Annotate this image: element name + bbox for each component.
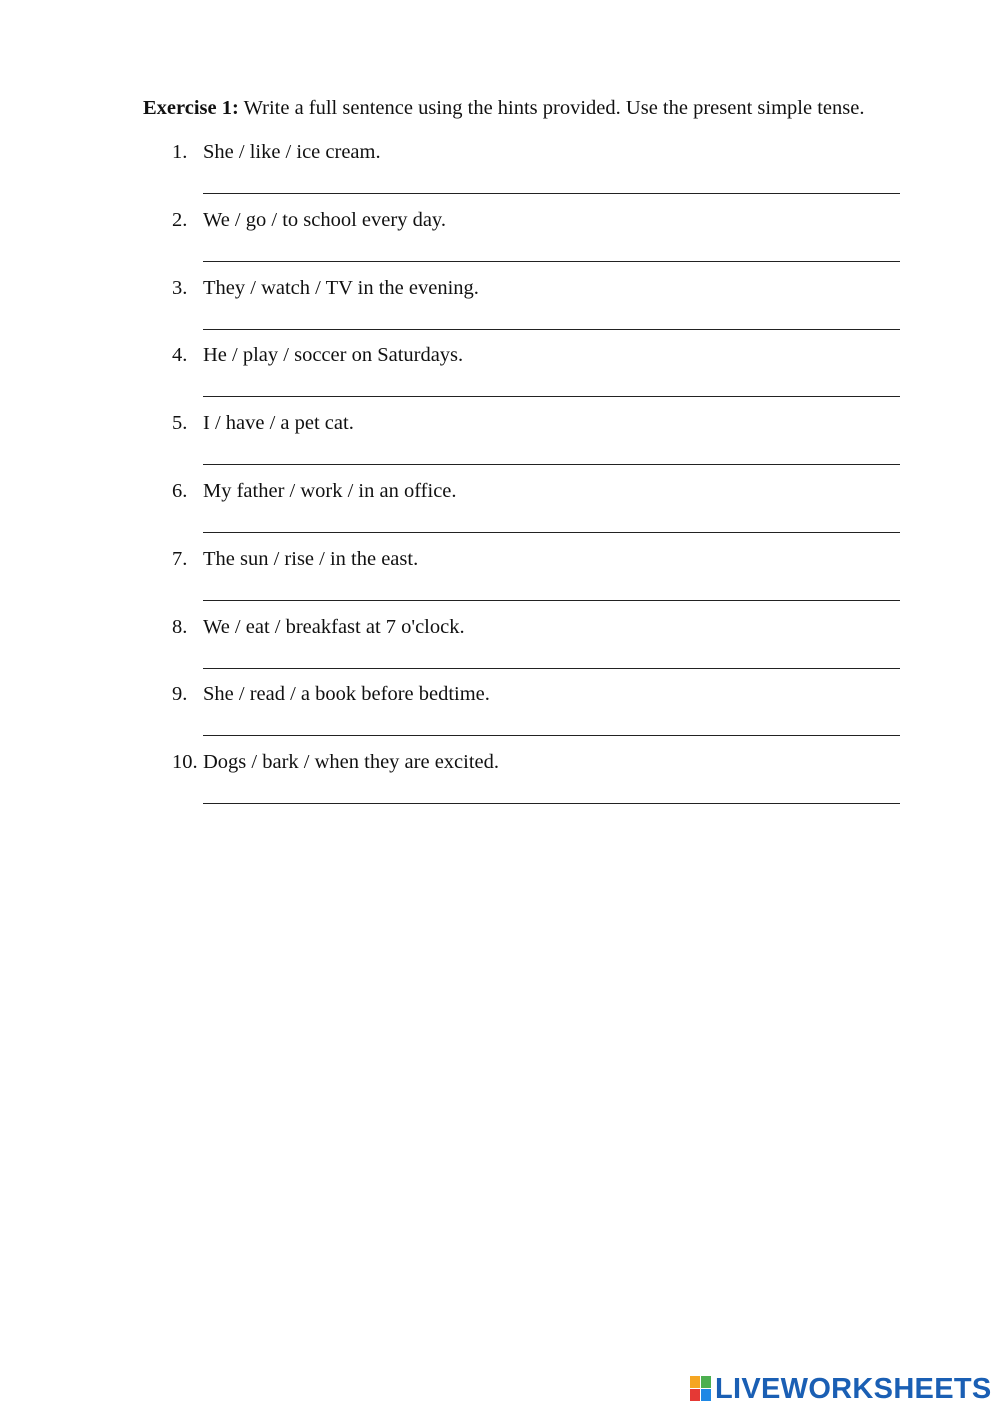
answer-input-5[interactable] bbox=[203, 464, 900, 465]
list-item bbox=[0, 545, 999, 613]
logo-text: LIVEWORKSHEETS bbox=[715, 1373, 992, 1405]
answer-input-4[interactable] bbox=[203, 396, 900, 397]
list-item bbox=[0, 341, 999, 409]
item-number: 2. bbox=[172, 208, 188, 231]
item-number: 10. bbox=[172, 751, 198, 774]
item-hint: We / go / to school every day. bbox=[203, 208, 446, 231]
list-item bbox=[0, 274, 999, 342]
item-number: 9. bbox=[172, 683, 188, 706]
answer-input-1[interactable] bbox=[203, 193, 900, 194]
item-hint: Dogs / bark / when they are excited. bbox=[203, 751, 500, 774]
exercise-label: Exercise 1: bbox=[143, 97, 239, 119]
item-hint: The sun / rise / in the east. bbox=[203, 547, 419, 570]
answer-input-8[interactable] bbox=[203, 668, 900, 669]
exercise-instruction: Write a full sentence using the hints provided. Use the present simple tense. bbox=[243, 97, 865, 119]
item-hint: My father / work / in an office. bbox=[203, 479, 457, 502]
liveworksheets-logo bbox=[690, 1374, 992, 1404]
answer-input-9[interactable] bbox=[203, 735, 900, 736]
item-hint: She / like / ice cream. bbox=[203, 141, 381, 163]
liveworksheets-logo-icon bbox=[690, 1376, 712, 1402]
list-item bbox=[0, 477, 999, 545]
item-hint: He / play / soccer on Saturdays. bbox=[203, 344, 464, 367]
item-number: 8. bbox=[172, 615, 188, 638]
item-number: 4. bbox=[172, 344, 188, 367]
list-item bbox=[0, 680, 999, 748]
answer-input-2[interactable] bbox=[203, 261, 900, 262]
item-number: 5. bbox=[172, 412, 188, 435]
answer-input-3[interactable] bbox=[203, 329, 900, 330]
item-number: 7. bbox=[172, 547, 188, 570]
list-item bbox=[0, 613, 999, 681]
item-hint: We / eat / breakfast at 7 o'clock. bbox=[203, 615, 465, 638]
item-number: 3. bbox=[172, 276, 188, 299]
list-item bbox=[0, 138, 999, 206]
item-number: 1. bbox=[172, 141, 188, 163]
answer-input-7[interactable] bbox=[203, 600, 900, 601]
item-hint: They / watch / TV in the evening. bbox=[203, 276, 479, 299]
list-item bbox=[0, 206, 999, 274]
item-hint: She / read / a book before bedtime. bbox=[203, 683, 490, 706]
answer-input-6[interactable] bbox=[203, 532, 900, 533]
item-number: 6. bbox=[172, 479, 188, 502]
list-item bbox=[0, 748, 999, 816]
exercise-heading bbox=[143, 94, 864, 122]
answer-input-10[interactable] bbox=[203, 803, 900, 804]
list-item bbox=[0, 409, 999, 477]
item-hint: I / have / a pet cat. bbox=[203, 412, 354, 435]
exercise-items-list bbox=[0, 138, 999, 816]
